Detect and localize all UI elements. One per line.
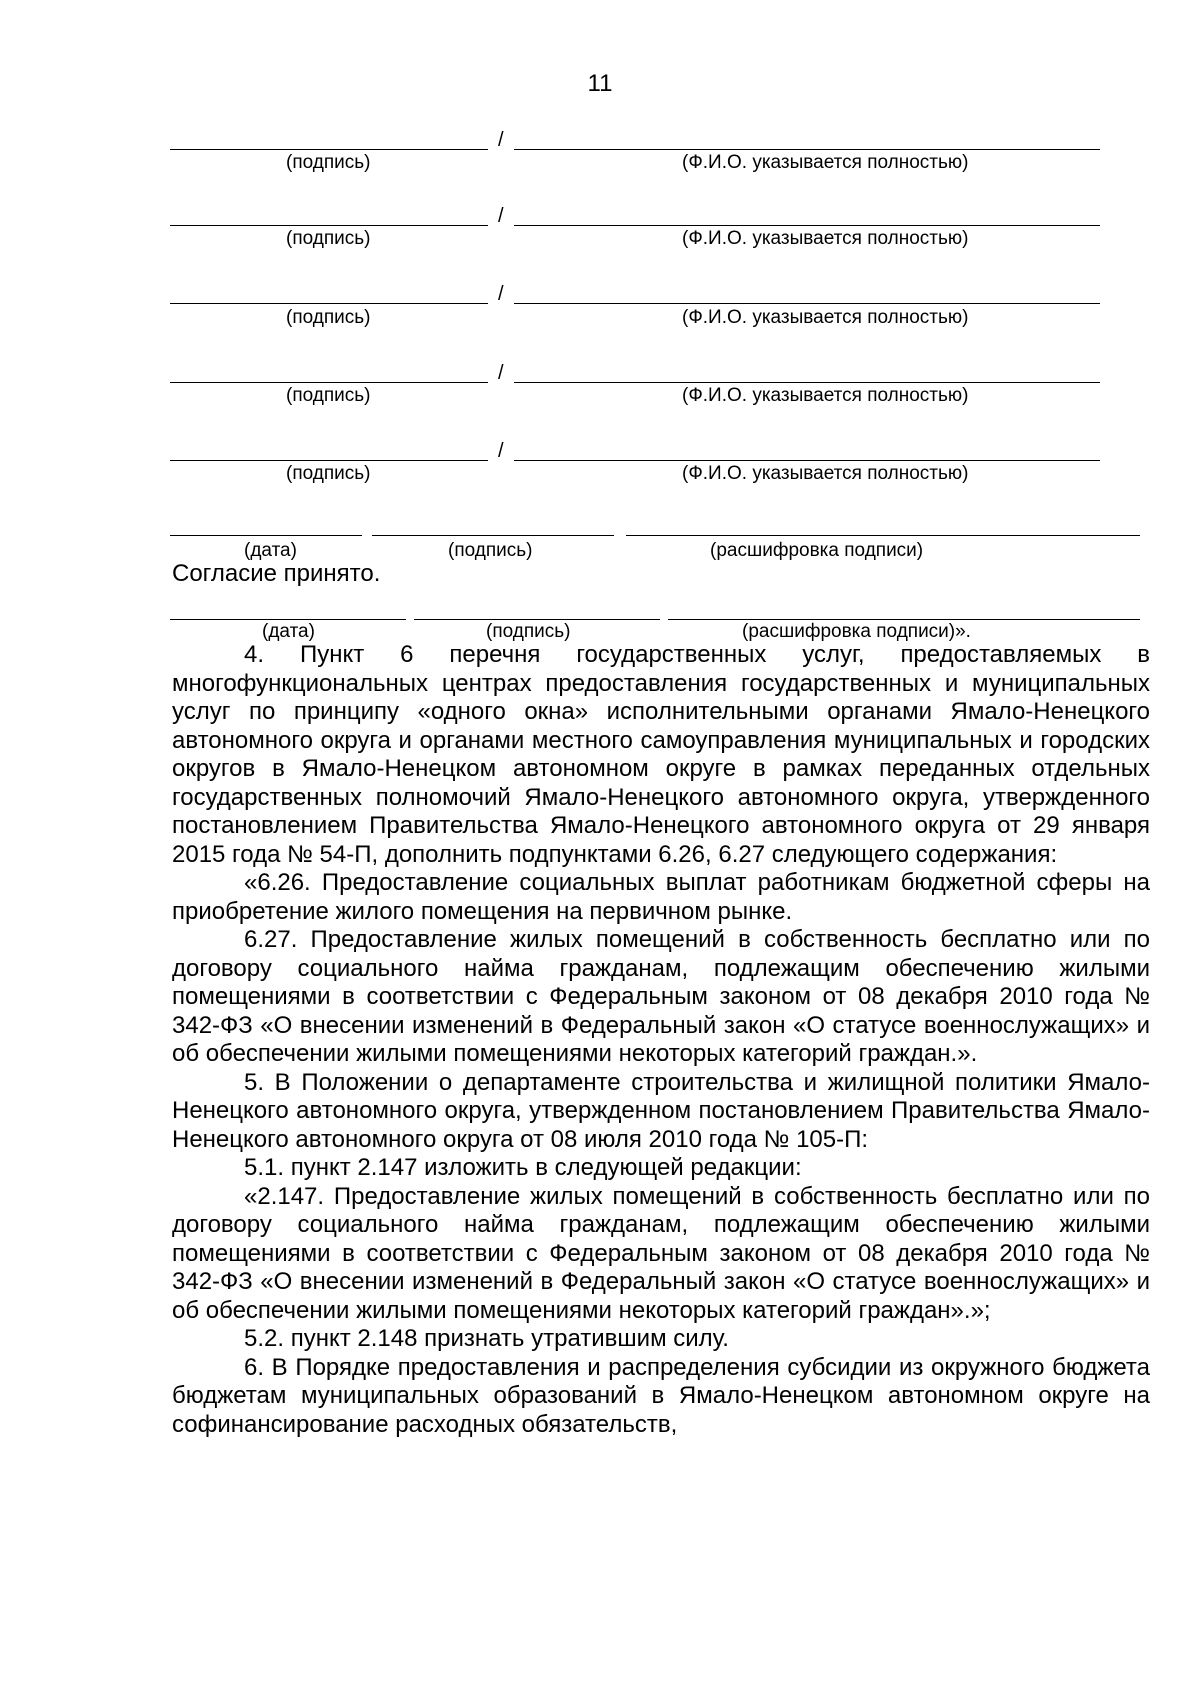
date-line [170,619,406,620]
date-caption: (дата) [244,540,297,561]
signature-line [414,619,660,620]
signature-caption-row [170,307,1100,331]
document-body [172,641,1150,1439]
name-line [514,382,1100,383]
paragraph: 6.27. Предоставление жилых помещений в собственность бесплатно или по договору социального найма гражданам, подлежащим обеспечению жилыми помещениями в соответствии с Федеральным законом от 08 декабря 2010 года № 342-ФЗ «О внесении изменений в Федеральный закон «О статусе военнослужащих» и об обеспечении жилыми помещениями некоторых категорий граждан.». [172,926,1150,1067]
signature-line [170,460,488,461]
paragraph: «2.147. Предоставление жилых помещений в собственность бесплатно или по договору социального найма гражданам, подлежащим обеспечению жилыми помещениями в соответствии с Федеральным законом от 08 декабря 2010 года № 342-ФЗ «О внесении изменений в Федеральный закон «О статусе военнослужащих» и об обеспечении жилыми помещениями некоторых категорий граждан».»; [172,1182,1150,1324]
date-caption: (дата) [262,621,315,642]
name-caption: (Ф.И.О. указывается полностью) [682,385,969,406]
separator-slash: / [498,283,504,305]
separator-slash: / [498,205,504,227]
paragraph: «6.26. Предоставление социальных выплат работникам бюджетной сферы на приобретение жилого помещения на первичном рынке. [172,869,1150,925]
signature-line [372,535,614,536]
signature-caption: (подпись) [286,228,371,249]
signature-caption: (подпись) [286,385,371,406]
separator-slash: / [498,362,504,384]
paragraph: 5.2. пункт 2.148 признать утратившим силу. [244,1325,729,1352]
signature-row [170,343,1100,383]
signature-caption-row [170,463,1100,487]
signature-row [170,186,1100,226]
consent-accepted: Согласие принято. [172,560,381,587]
signature-row [170,110,1100,150]
decoding-line [668,619,1140,620]
name-caption: (Ф.И.О. указывается полностью) [682,228,969,249]
signature-line [170,225,488,226]
name-line [514,460,1100,461]
signature-row [170,421,1100,461]
page-number: 11 [587,70,613,97]
date-signature-row [170,590,1140,620]
signature-caption: (подпись) [286,152,371,173]
name-line [514,149,1100,150]
signature-line [170,303,488,304]
paragraph: 4. Пункт 6 перечня государственных услуг, предоставляемых в многофункциональных центрах предоставления государственных и муниципальных услуг по принципу «одного окна» исполнительными органами Ямало-Ненецкого автономного округа и органами местного самоуправления муниципальных и городских округов в Ямало-Ненецком автономном округе в рамках переданных отдельных государственных полномочий Ямало-Ненецкого автономного округа, утвержденного постановлением Правительства Ямало-Ненецкого автономного округа от 29 января 2015 года № 54-П, дополнить подпунктами 6.26, 6.27 следующего содержания: [172,641,1150,868]
paragraph: 5. В Положении о департаменте строительства и жилищной политики Ямало-Ненецкого автономного округа, утвержденном постановлением Правительства Ямало-Ненецкого автономного округа от 08 июля 2010 года № 105-П: [172,1068,1150,1153]
name-line [514,303,1100,304]
signature-line [170,149,488,150]
date-line [170,535,362,536]
paragraph: 5.1. пункт 2.147 изложить в следующей редакции: [244,1154,802,1181]
name-caption: (Ф.И.О. указывается полностью) [682,463,969,484]
signature-caption: (подпись) [286,307,371,328]
name-caption: (Ф.И.О. указывается полностью) [682,307,969,328]
separator-slash: / [498,129,504,151]
signature-line [170,382,488,383]
decoding-line [626,535,1140,536]
decoding-caption: (расшифровка подписи) [710,540,924,561]
signature-caption-row [170,228,1100,252]
decoding-caption: (расшифровка подписи)». [742,621,971,642]
signature-caption: (подпись) [286,463,371,484]
signature-caption-row [170,152,1100,176]
date-signature-row [170,506,1140,536]
signature-row [170,264,1100,304]
signature-caption: (подпись) [448,540,533,561]
paragraph: 6. В Порядке предоставления и распределения субсидии из окружного бюджета бюджетам муниципальных образований в Ямало-Ненецком автономном округе на софинансирование расходных обязательств, [172,1353,1150,1438]
name-line [514,225,1100,226]
name-caption: (Ф.И.О. указывается полностью) [682,152,969,173]
separator-slash: / [498,440,504,462]
signature-caption: (подпись) [486,621,571,642]
signature-caption-row [170,385,1100,409]
